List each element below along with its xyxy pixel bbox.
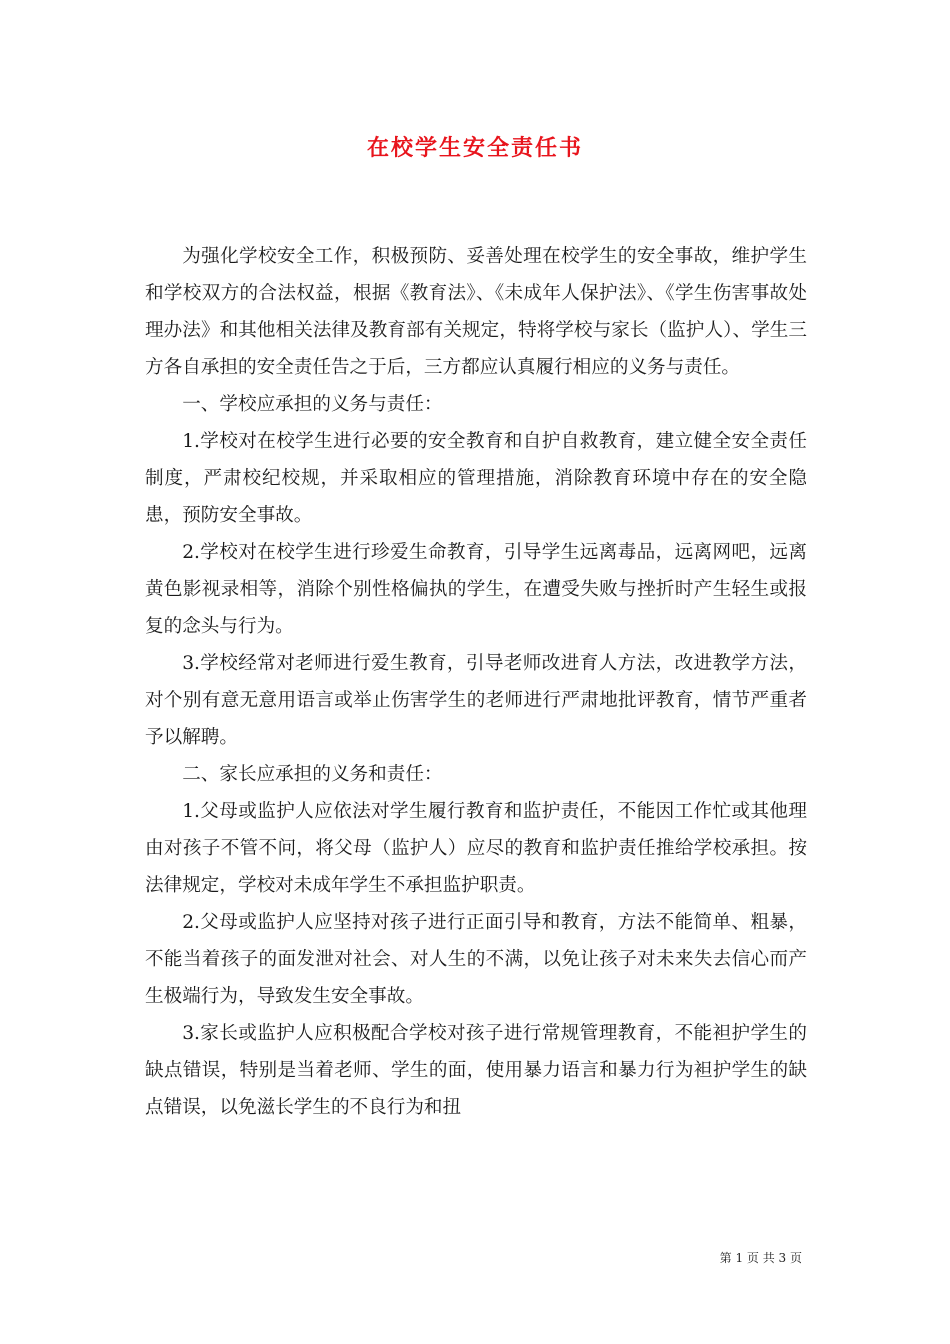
parent-item-3: 3.家长或监护人应积极配合学校对孩子进行常规管理教育，不能袒护学生的缺点错误，特别是当着老师、学生的面，使用暴力语言和暴力行为袒护学生的缺点错误，以免滋长学生的不良行为和扭 [145,1023,807,1118]
document-body [145,238,807,1126]
section-heading-school: 一、学校应承担的义务与责任： [182,394,443,415]
section-heading-parents: 二、家长应承担的义务和责任： [182,764,443,785]
document-title: 在校学生安全责任书 [366,135,583,161]
school-item-1: 1.学校对在校学生进行必要的安全教育和自护自救教育，建立健全安全责任制度，严肃校纪校规，并采取相应的管理措施，消除教育环境中存在的安全隐患，预防安全事故。 [145,431,807,526]
school-item-3: 3.学校经常对老师进行爱生教育，引导老师改进育人方法，改进教学方法，对个别有意无意用语言或举止伤害学生的老师进行严肃地批评教育，情节严重者予以解聘。 [145,653,807,748]
school-item-2: 2.学校对在校学生进行珍爱生命教育，引导学生远离毒品，远离网吧，远离黄色影视录相等，消除个别性格偏执的学生，在遭受失败与挫折时产生轻生或报复的念头与行为。 [145,542,807,637]
parent-item-2: 2.父母或监护人应坚持对孩子进行正面引导和教育，方法不能简单、粗暴，不能当着孩子的面发泄对社会、对人生的不满，以免让孩子对未来失去信心而产生极端行为，导致发生安全事故。 [145,912,807,1007]
page-number: 第 1 页 共 3 页 [719,1251,802,1265]
intro-paragraph: 为强化学校安全工作，积极预防、妥善处理在校学生的安全事故，维护学生和学校双方的合法权益，根据《教育法》、《未成年人保护法》、《学生伤害事故处理办法》和其他相关法律及教育部有关规定，特将学校与家长（监护人）、学生三方各自承担的安全责任告之于后，三方都应认真履行相应的义务与责任。 [145,246,807,378]
parent-item-1: 1.父母或监护人应依法对学生履行教育和监护责任，不能因工作忙或其他理由对孩子不管不问，将父母（监护人）应尽的教育和监护责任推给学校承担。按法律规定，学校对未成年学生不承担监护职责。 [145,801,807,896]
